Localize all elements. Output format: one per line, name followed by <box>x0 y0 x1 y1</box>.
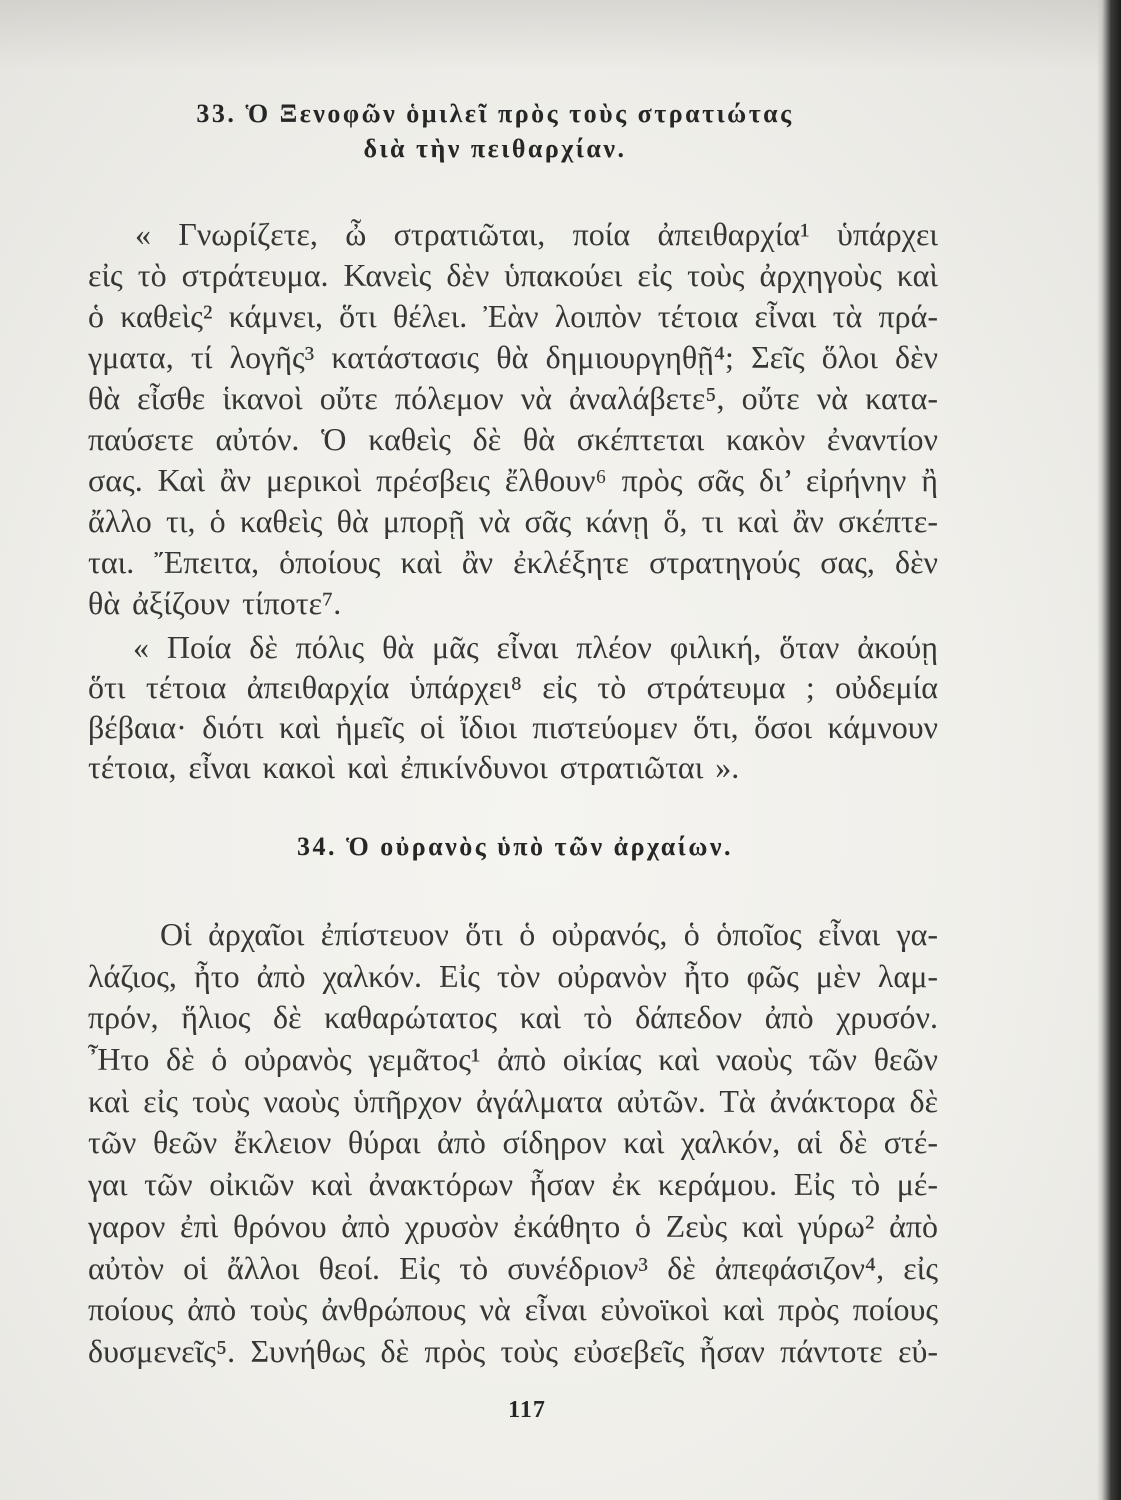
text-line: θὰ εἶσθε ἱκανοὶ οὔτε πόλεμον νὰ ἀναλάβετε⁵, οὔτε νὰ κατα- <box>88 380 938 416</box>
text-line: δυσμενεῖς⁵. Συνήθως δὲ πρὸς τοὺς εὐσεβεῖς ἦσαν πάντοτε εὐ- <box>88 1332 938 1369</box>
text-line: θὰ ἀξίζουν τίποτε⁷. <box>88 585 342 621</box>
text-line: « Γνωρίζετε, ὦ στρατιῶται, ποία ἀπειθαρχία¹ ὑπάρχει <box>135 216 938 252</box>
text-line: « Ποία δὲ πόλις θὰ μᾶς εἶναι πλέον φιλική, ὅταν ἀκούῃ <box>133 629 938 665</box>
text-line: ὅτι τέτοια ἀπειθαρχία ὑπάρχει⁸ εἰς τὸ στράτευμα ; οὐδεμία <box>88 669 938 705</box>
text-line: πρόν, ἥλιος δὲ καθαρώτατος καὶ τὸ δάπεδον ἀπὸ χρυσόν. <box>88 999 938 1036</box>
text-line: αὐτὸν οἱ ἄλλοι θεοί. Εἰς τὸ συνέδριον³ δὲ ἀπεφάσιζον⁴, εἰς <box>88 1249 938 1286</box>
text-line: βέβαια· διότι καὶ ἡμεῖς οἱ ἴδιοι πιστεύομεν ὅτι, ὅσοι κάμνουν <box>88 709 938 745</box>
text-line: τέτοια, εἶναι κακοὶ καὶ ἐπικίνδυνοι στρατιῶται ». <box>88 749 740 785</box>
text-line: Ἦτο δὲ ὁ οὐρανὸς γεμᾶτος¹ ἀπὸ οἰκίας καὶ ναοὺς τῶν θεῶν <box>88 1041 938 1078</box>
paragraph <box>88 627 938 787</box>
text-line: γαι τῶν οἰκιῶν καὶ ἀνακτόρων ἦσαν ἐκ κεράμου. Εἰς τὸ μέ- <box>88 1166 938 1203</box>
text-line: γματα, τί λογῆς³ κατάστασις θὰ δημιουργηθῇ⁴; Σεῖς ὅλοι δὲν <box>88 339 938 375</box>
text-line: καὶ εἰς τοὺς ναοὺς ὑπῆρχον ἀγάλματα αὐτῶν. Τὰ ἀνάκτορα δὲ <box>88 1082 938 1119</box>
section-heading: 34. Ὁ οὐρανὸς ὑπὸ τῶν ἀρχαίων. <box>297 832 733 861</box>
paragraph <box>88 914 938 1373</box>
text-line: ἄλλο τι, ὁ καθεὶς θὰ μπορῇ νὰ σᾶς κάνῃ ὅ, τι καὶ ἂν σκέπτε- <box>88 503 938 539</box>
text-line: γαρον ἐπὶ θρόνου ἀπὸ χρυσὸν ἐκάθητο ὁ Ζεὺς καὶ γύρω² ἀπὸ <box>88 1207 938 1244</box>
text-line: τῶν θεῶν ἔκλειον θύραι ἀπὸ σίδηρον καὶ χαλκόν, αἱ δὲ στέ- <box>88 1124 938 1161</box>
section-heading-continued: διὰ τὴν πειθαρχίαν. <box>363 134 627 163</box>
text-line: Οἱ ἀρχαῖοι ἐπίστευον ὅτι ὁ οὐρανός, ὁ ὁποῖος εἶναι γα- <box>160 916 938 952</box>
text-line: σας. Καὶ ἂν μερικοὶ πρέσβεις ἔλθουν⁶ πρὸς σᾶς δι’ εἰρήνην ἢ <box>88 462 938 498</box>
text-line: παύσετε αὐτόν. Ὁ καθεὶς δὲ θὰ σκέπτεται κακὸν ἐναντίον <box>88 421 938 457</box>
scan-top-shading <box>0 0 1121 70</box>
text-line: ποίους ἀπὸ τοὺς ἀνθρώπους νὰ εἶναι εὐνοϊκοὶ καὶ πρὸς ποίους <box>88 1291 938 1328</box>
paragraph <box>88 214 938 624</box>
text-line: λάζιος, ἦτο ἀπὸ χαλκόν. Εἰς τὸν οὐρανὸν ἦτο φῶς μὲν λαμ- <box>88 957 938 994</box>
text-line: εἰς τὸ στράτευμα. Κανεὶς δὲν ὑπακούει εἰς τοὺς ἀρχηγοὺς καὶ <box>88 257 938 293</box>
section-heading: 33. Ὁ Ξενοφῶν ὁμιλεῖ πρὸς τοὺς στρατιώτας <box>196 99 794 128</box>
page-number: 117 <box>508 1397 546 1423</box>
text-line: ται. Ἔπειτα, ὁποίους καὶ ἂν ἐκλέξητε στρατηγούς σας, δὲν <box>88 544 938 580</box>
text-line: ὁ καθεὶς² κάμνει, ὅτι θέλει. Ἐὰν λοιπὸν τέτοια εἶναι τὰ πρά- <box>88 298 938 334</box>
page-edge-shadow <box>1097 0 1121 1500</box>
